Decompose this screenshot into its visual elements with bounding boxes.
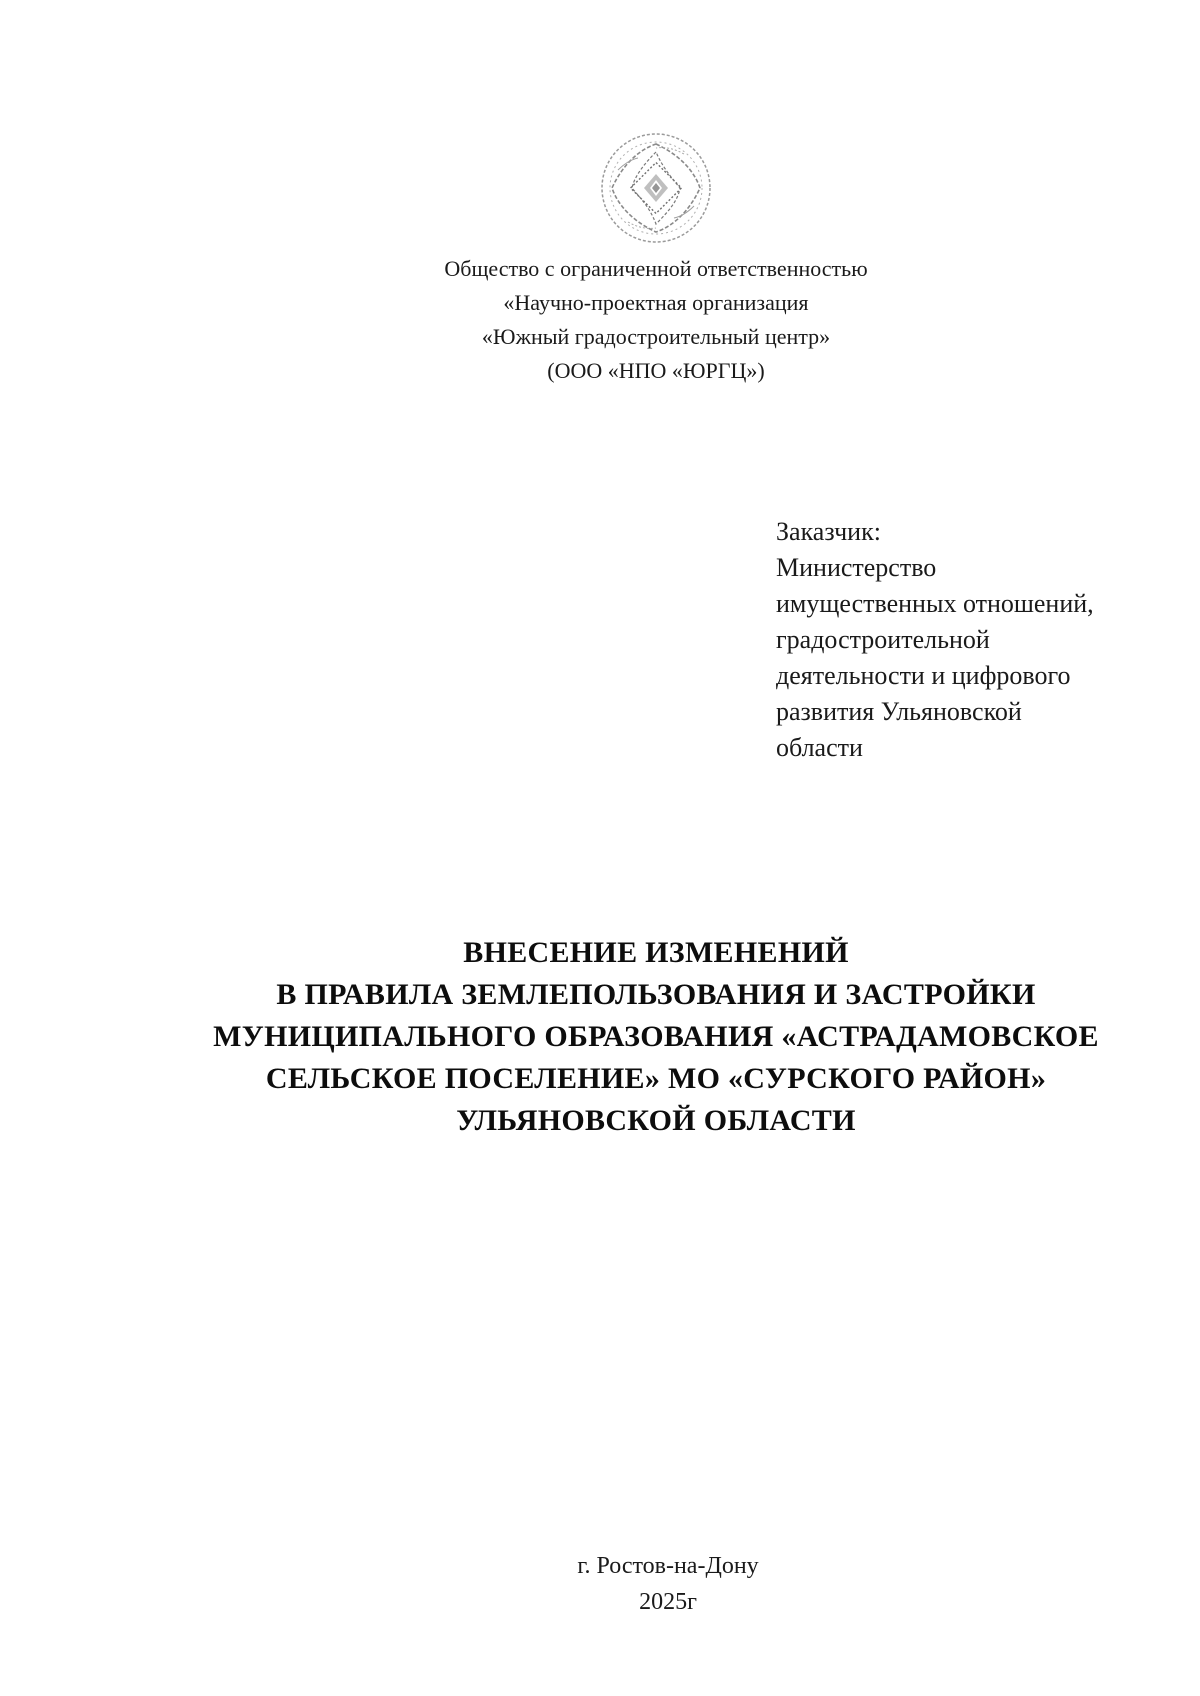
organization-line: Общество с ограниченной ответственностью <box>444 256 868 281</box>
organization-line: «Научно-проектная организация <box>503 290 809 315</box>
title-line: В ПРАВИЛА ЗЕМЛЕПОЛЬЗОВАНИЯ И ЗАСТРОЙКИ <box>276 978 1036 1011</box>
customer-line: развития Ульяновской <box>776 697 1022 726</box>
organization-seal-icon <box>598 130 714 246</box>
document-title <box>150 932 1162 1142</box>
title-line: ВНЕСЕНИЕ ИЗМЕНЕНИЙ <box>463 936 849 969</box>
organization-line: «Южный градостроительный центр» <box>481 324 831 349</box>
title-line: СЕЛЬСКОЕ ПОСЕЛЕНИЕ» МО «СУРСКОГО РАЙОН» <box>265 1062 1047 1095</box>
customer-block <box>776 514 1166 766</box>
customer-line: градостроительной <box>776 625 990 654</box>
organization-line: (ООО «НПО «ЮРГЦ») <box>547 358 765 383</box>
customer-line: Министерство <box>776 553 937 582</box>
customer-line: области <box>776 733 863 762</box>
document-footer <box>400 1548 936 1620</box>
customer-line: имущественных отношений, <box>776 589 1094 618</box>
organization-header <box>300 252 1012 388</box>
footer-city: г. Ростов-на-Дону <box>577 1553 759 1579</box>
title-line: УЛЬЯНОВСКОЙ ОБЛАСТИ <box>456 1104 856 1137</box>
footer-year: 2025г <box>639 1589 697 1615</box>
title-line: МУНИЦИПАЛЬНОГО ОБРАЗОВАНИЯ «АСТРАДАМОВСКОЕ <box>213 1020 1099 1053</box>
customer-label: Заказчик: <box>776 517 881 546</box>
customer-line: деятельности и цифрового <box>776 661 1071 690</box>
